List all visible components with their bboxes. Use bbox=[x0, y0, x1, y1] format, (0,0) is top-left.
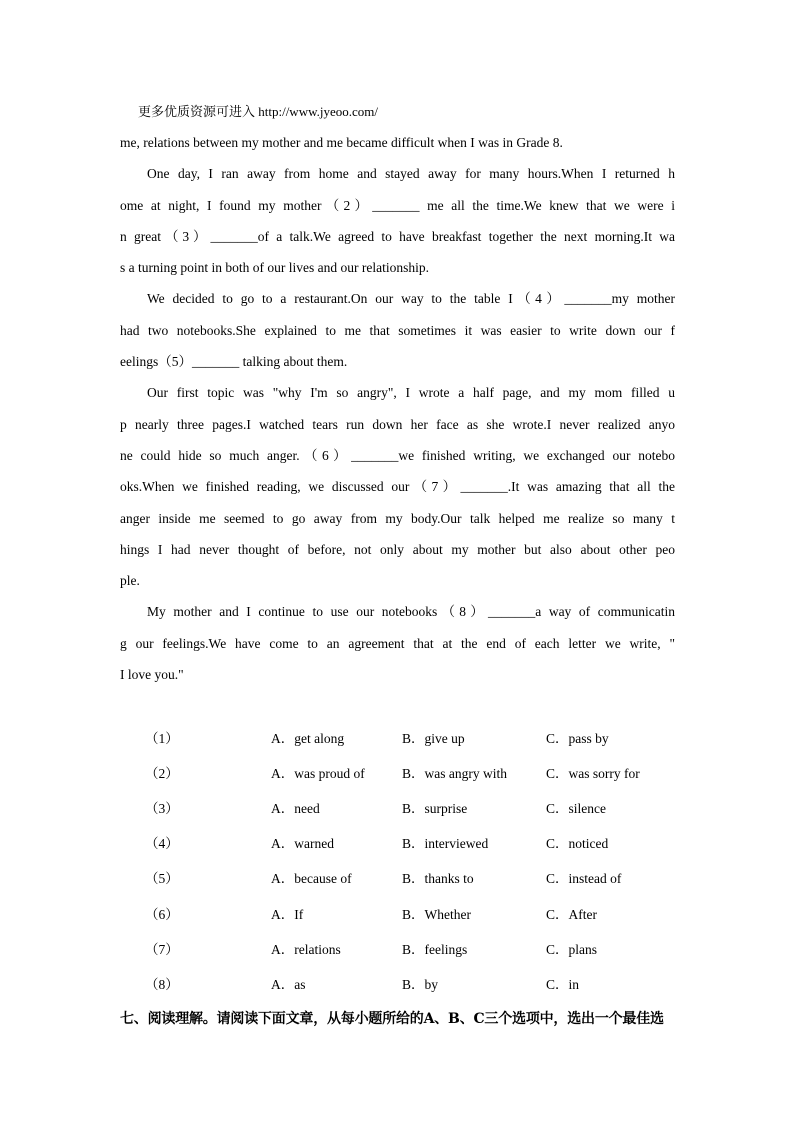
question-number: （1） bbox=[145, 731, 179, 746]
option-b: B．give up bbox=[402, 731, 465, 746]
option-row bbox=[0, 903, 794, 927]
passage-line: anger inside me seemed to go away from my body.Our talk helped me realize so many t bbox=[120, 510, 675, 526]
passage-line: s a turning point in both of our lives and our relationship. bbox=[120, 260, 429, 276]
question-number: （5） bbox=[145, 871, 179, 887]
passage-line: ome at night, I found my mother（2）_______ me all the time.We knew that we were i bbox=[120, 197, 675, 213]
passage-line: We decided to go to a restaurant.On our way to the table I（4）_______my mother bbox=[147, 291, 675, 307]
option-c: C．noticed bbox=[546, 836, 609, 852]
option-c: C．After bbox=[546, 906, 597, 922]
option-row bbox=[0, 832, 794, 856]
option-c: C．instead of bbox=[546, 871, 622, 887]
passage-line: n great（3）_______of a talk.We agreed to have breakfast together the next morning.It wa bbox=[120, 228, 675, 244]
passage-line: me, relations between my mother and me became difficult when I was in Grade 8. bbox=[120, 135, 563, 150]
option-a: A．relations bbox=[271, 941, 341, 957]
passage-line: p nearly three pages.I watched tears run down her face as she wrote.I never realized anyo bbox=[120, 416, 675, 432]
option-a: A．as bbox=[271, 976, 306, 992]
option-row bbox=[0, 973, 794, 997]
page-header-source: 更多优质资源可进入 http://www.jyeoo.com/ bbox=[138, 104, 379, 119]
option-a: A．need bbox=[271, 801, 320, 817]
option-c: C．was sorry for bbox=[546, 766, 640, 782]
option-row bbox=[0, 797, 794, 821]
option-a: A．warned bbox=[271, 836, 334, 852]
option-row bbox=[0, 727, 794, 751]
section-heading: 七、阅读理解。请阅读下面文章，从每小题所给的A、B、C三个选项中，选出一个最佳选 bbox=[120, 1011, 664, 1027]
question-number: （6） bbox=[145, 906, 179, 922]
passage-line: oks.When we finished reading, we discussed our（7）_______.It was amazing that all the bbox=[120, 479, 675, 495]
option-c: C．silence bbox=[546, 801, 606, 817]
option-b: B．surprise bbox=[402, 801, 468, 817]
option-a: A．If bbox=[271, 906, 304, 922]
question-number: （2） bbox=[145, 766, 179, 782]
passage-line: had two notebooks.She explained to me that sometimes it was easier to write down our f bbox=[120, 322, 675, 338]
option-row bbox=[0, 762, 794, 786]
option-b: B．by bbox=[402, 976, 439, 992]
option-a: A．was proud of bbox=[271, 766, 365, 782]
passage-line: ne could hide so much anger.（6）_______we finished writing, we exchanged our notebo bbox=[120, 447, 675, 463]
passage-line: eelings（5）_______ talking about them. bbox=[120, 354, 348, 370]
question-number: （7） bbox=[145, 941, 179, 957]
option-row bbox=[0, 867, 794, 891]
option-c: C．in bbox=[546, 976, 580, 992]
option-b: B．Whether bbox=[402, 906, 471, 922]
question-number: （4） bbox=[145, 836, 179, 852]
option-b: B．feelings bbox=[402, 941, 468, 957]
option-b: B．interviewed bbox=[402, 836, 489, 852]
option-row bbox=[0, 938, 794, 962]
option-a: A．because of bbox=[271, 871, 352, 887]
passage-line: Our first topic was "why I'm so angry", I wrote a half page, and my mom filled u bbox=[147, 385, 675, 401]
question-number: （8） bbox=[145, 976, 179, 992]
option-c: C．pass by bbox=[546, 731, 609, 746]
passage-line: One day, I ran away from home and stayed away for many hours.When I returned h bbox=[147, 166, 675, 182]
passage-line: hings I had never thought of before, not only about my mother but also about other peo bbox=[120, 541, 675, 557]
passage-line: My mother and I continue to use our notebooks（8）_______a way of communicatin bbox=[147, 604, 675, 620]
passage-line: I love you." bbox=[120, 667, 184, 683]
passage-line: ple. bbox=[120, 573, 140, 589]
option-a: A．get along bbox=[271, 731, 345, 746]
option-b: B．was angry with bbox=[402, 766, 507, 782]
reading-passage bbox=[120, 131, 675, 694]
question-number: （3） bbox=[145, 801, 179, 817]
option-b: B．thanks to bbox=[402, 871, 474, 887]
passage-line: g our feelings.We have come to an agreement that at the end of each letter we write, " bbox=[120, 635, 675, 651]
option-c: C．plans bbox=[546, 941, 598, 957]
